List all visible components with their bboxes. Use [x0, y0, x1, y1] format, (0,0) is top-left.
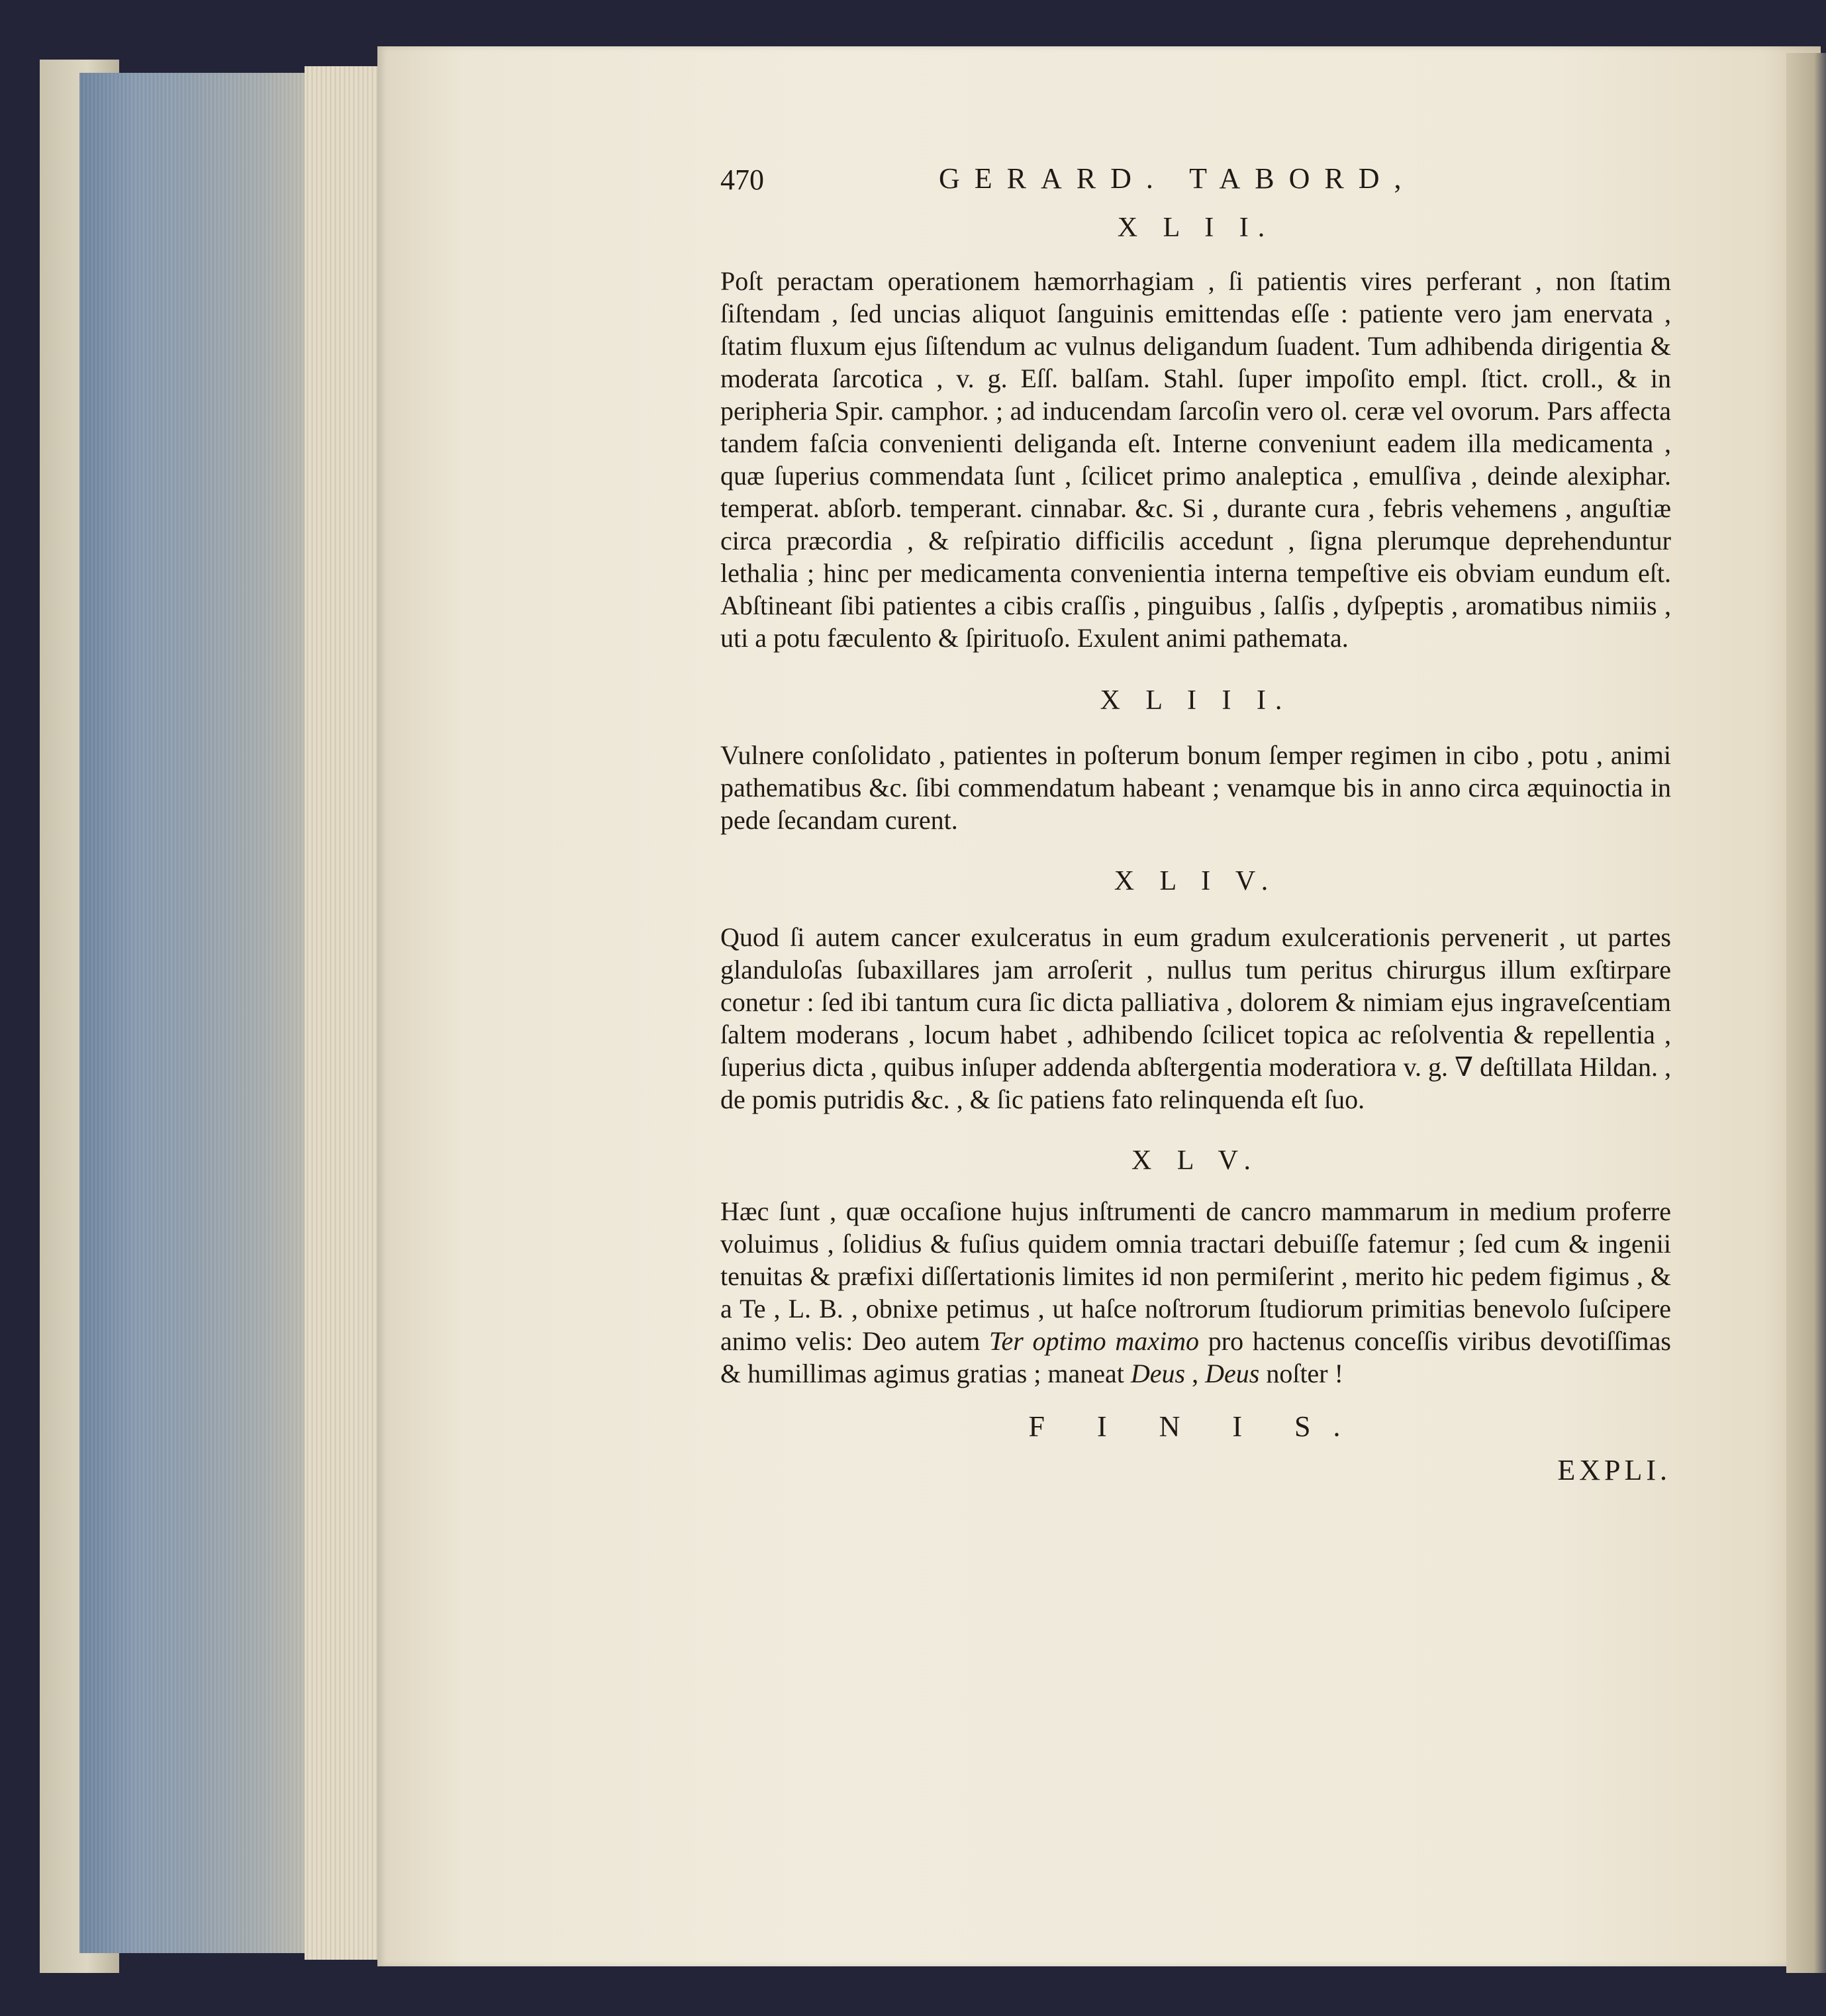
- page-stack-edge: [305, 66, 384, 1960]
- section-xliv: [720, 861, 1671, 1116]
- section-numeral: X L I I I.: [1100, 685, 1292, 716]
- section-xliii: [720, 681, 1671, 836]
- section-xlii: [720, 208, 1671, 654]
- catchword: EXPLI.: [1557, 1454, 1671, 1486]
- italic-word: Deus: [1205, 1359, 1260, 1388]
- section-xlv: [720, 1141, 1671, 1390]
- finis-line: F I N I S.: [1028, 1410, 1363, 1443]
- section-numeral: X L V.: [1131, 1145, 1261, 1176]
- running-title: GERARD. TABORD,: [939, 162, 1416, 195]
- section-numeral: X L I I.: [1117, 213, 1274, 243]
- section-numeral: X L I V.: [1114, 866, 1278, 896]
- section-paragraph: Poſt peractam operationem hæmorrhagiam , ſi patientis vires perferant , non ſtatim ſiſtendam , ſed uncias aliquot ſanguinis emittendas eſſe : patiente vero jam enervata , ſtatim fluxum ejus ſiſtendum ac vulnus deligandum ſuadent. Tum adhibenda dirigentia & moderata ſarcotica , v. g. Eſſ. balſam. Stahl. ſuper impoſito empl. ſtict. croll., & in peripheria Spir. camphor. ; ad inducendam ſarcoſin vero ol. ceræ vel ovorum. Pars affecta tandem faſcia convenienti deliganda eſt. Interne conveniunt eadem illa medicamenta , quæ ſuperius commendata ſunt , ſcilicet primo analeptica , emulſiva , deinde alexiphar. temperat. abſorb. temperant. cinnabar. &c. Si , durante cura , febris vehemens , anguſtiæ circa præcordia , & reſpiratio difficilis accedunt , ſigna plerumque deprehenduntur lethalia ; hinc per medicamenta convenientia interna tempeſtive eis obviam eundum eſt. Abſtineant ſibi patientes a cibis craſſis , pinguibus , ſalſis , dyſpeptis , aromatibus nimiis , uti a potu fæculento & ſpirituoſo. Exulent animi pathemata.: [720, 266, 1671, 653]
- page-text-block: [720, 159, 1671, 1489]
- paragraph-text: Hæc ſunt , quæ occaſione hujus inſtrumenti de cancro mammarum in medium proferre voluimus , ſolidius & fuſius quidem omnia tractari debuiſſe fatemur ; ſed cum & ingenii tenuitas & præfixi diſſertationis limites id non permiſerint , merito hic pedem figimus , & a Te , L. B. , obnixe petimus , ut haſce noſtrorum ſtudiorum primitias benevolo ſuſcipere animo velis: Deo autem: [720, 1196, 1671, 1356]
- page-number: 470: [720, 164, 764, 196]
- section-paragraph: [720, 1195, 1671, 1390]
- facing-page-edge: [1786, 53, 1826, 1973]
- paragraph-text: noſter !: [1259, 1359, 1343, 1388]
- italic-phrase: Ter optimo maximo: [988, 1326, 1200, 1356]
- section-paragraph: Quod ſi autem cancer exulceratus in eum gradum exulcerationis pervenerit , ut partes glanduloſas ſubaxillares jam arroſerit , nullus tum peritus chirurgus illum exſtirpare conetur : ſed ibi tantum cura ſic dicta palliativa , dolorem & nimiam ejus ingraveſcentiam ſaltem moderans , locum habet , adhibendo ſcilicet topica ac reſolventia & repellentia , ſuperius dicta , quibus inſuper addenda abſtergentia moderatiora v. g. ∇ deſtillata Hildan. , de pomis putridis &c. , & ſic patiens fato relinquenda eſt ſuo.: [720, 922, 1671, 1114]
- paragraph-text: pro hactenus conceſſis viribus devotiſſimas & humillimas agimus gratias ; maneat: [720, 1326, 1671, 1388]
- section-paragraph: Vulnere conſolidato , patientes in poſterum bonum ſemper regimen in cibo , potu , animi pathematibus &c. ſibi commendatum habeant ; venamque bis in anno circa æquinoctia in pede ſecandam curent.: [720, 740, 1671, 835]
- italic-word: Deus: [1130, 1359, 1186, 1388]
- running-head: [720, 159, 1671, 205]
- paragraph-text: ,: [1185, 1359, 1206, 1388]
